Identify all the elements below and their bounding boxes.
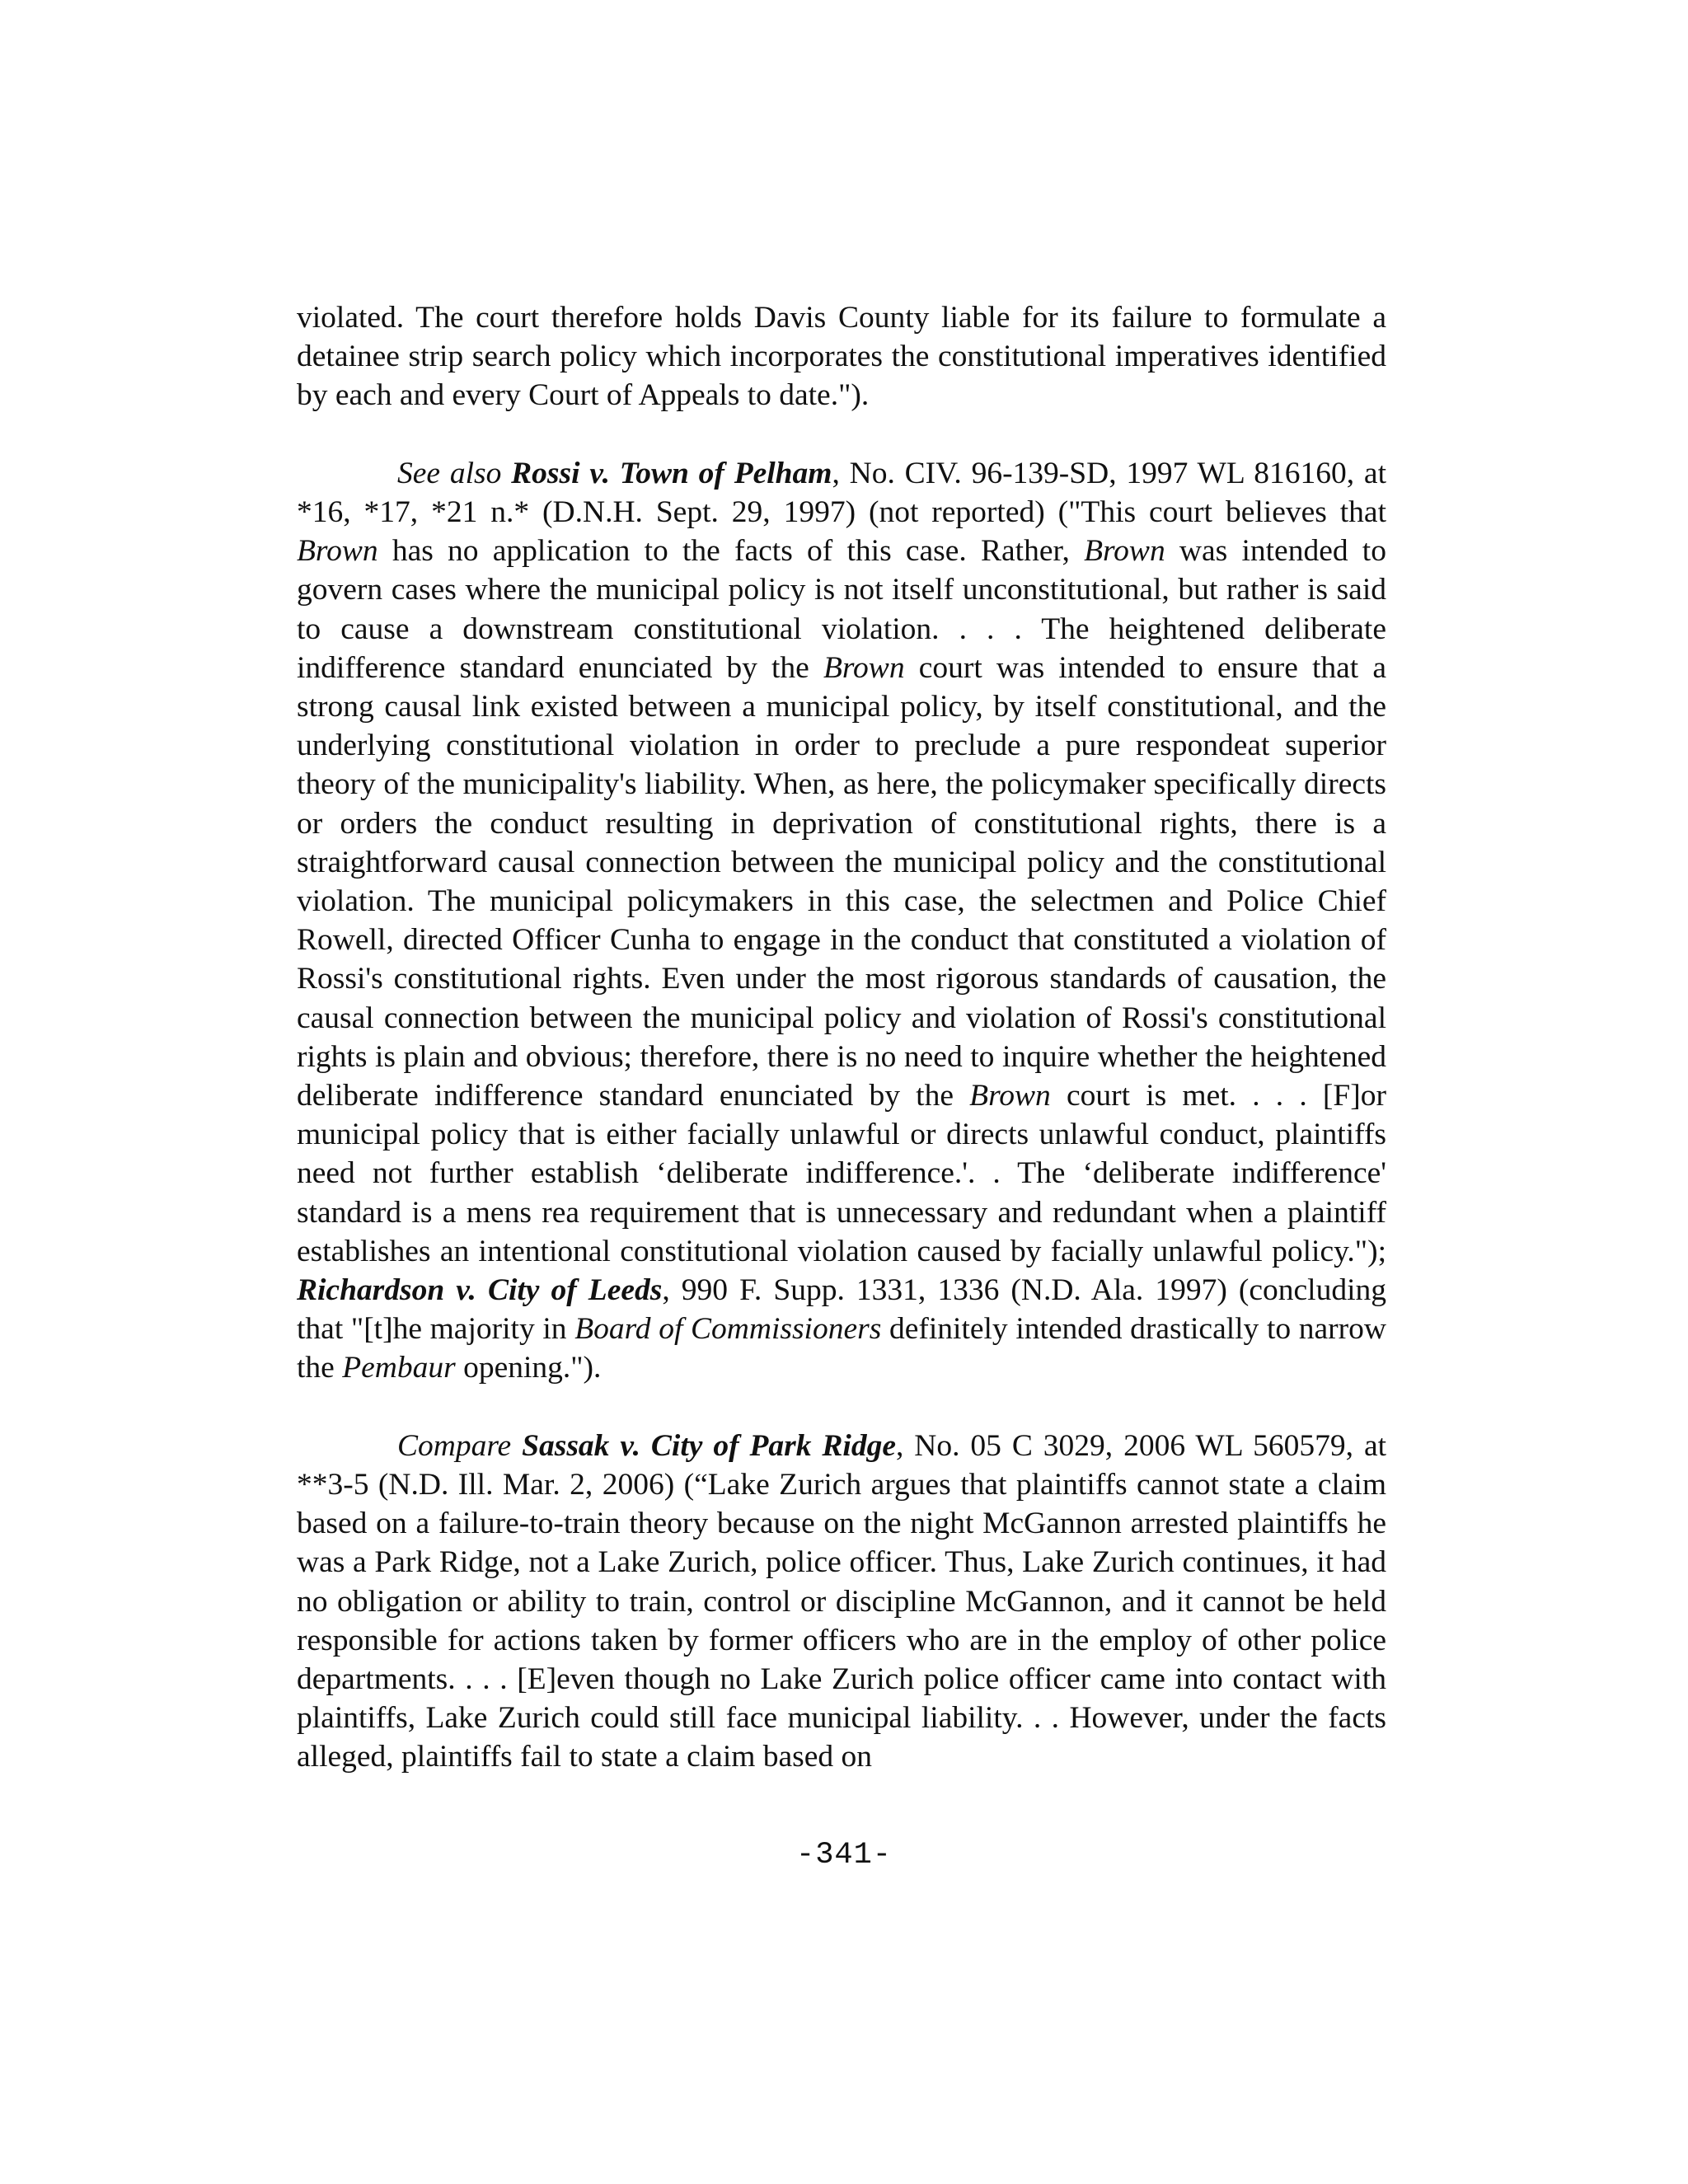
- citation-text: , No. 05 C 3029, 2006 WL 560579, at **3-5 (N.D. Ill. Mar. 2, 2006) (“Lake Zurich argues that plaintiffs cannot state a claim based on a failure-to-train theory because on the night McGannon arrested plaintiffs he was a Park Ridge, not a Lake Zurich, police officer. Thus, Lake Zurich continues, it had no obligation or ability to train, control or discipline McGannon, and it cannot be held responsible for actions taken by former officers who are in the employ of other police departments. . . . [E]even though no Lake Zurich police officer came into contact with plaintiffs, Lake Zurich could still face municipal liability. . . However, under the facts alleged, plaintiffs fail to state a claim based on: [297, 1428, 1387, 1774]
- citation-text: court was intended to ensure that a strong causal link existed between a municipal policy, by itself constitutional, and the underlying constitutional violation in order to preclude a pure respondeat superior theory of the municipality's liability. When, as here, the policymaker specifically directs or orders the conduct resulting in deprivation of constitutional rights, there is a straightforward causal connection between the municipal policy and the constitutional violation. The municipal policymakers in this case, the selectmen and Police Chief Rowell, directed Officer Cunha to engage in the conduct that constituted a violation of Rossi's constitutional rights. Even under the most rigorous standards of causation, the causal connection between the municipal policy and violation of Rossi's constitutional rights is plain and obvious; therefore, there is no need to inquire whether the heightened deliberate indifference standard enunciated by the: [297, 650, 1387, 1113]
- case-name-rossi: Rossi v. Town of Pelham: [511, 456, 832, 490]
- paragraph-compare: [297, 1427, 1386, 1777]
- case-ref-brown: Brown: [823, 650, 905, 685]
- signal-compare: Compare: [397, 1428, 512, 1463]
- case-ref-brown: Brown: [297, 534, 378, 569]
- case-name-sassak: Sassak v. City of Park Ridge: [522, 1428, 896, 1463]
- case-ref-brown: Brown: [1084, 534, 1165, 569]
- signal-see-also: See also: [397, 456, 502, 490]
- citation-text: , No. CIV. 96-139-SD, 1997 WL 816160, at *16, *17, *21 n.* (D.N.H. Sept. 29, 1997) (not reported) ("This court believes that: [297, 456, 1386, 529]
- case-ref-pembaur: Pembaur: [342, 1351, 456, 1385]
- paragraph-see-also: [297, 454, 1386, 1388]
- paragraph-continuation: [297, 298, 1386, 415]
- case-name-richardson: Richardson v. City of Leeds: [297, 1273, 663, 1308]
- page-number: -341-: [795, 1838, 893, 1872]
- citation-text: was intended to govern cases where the municipal policy is not itself unconstitutional, but rather is said to cause a downstream constitutional violation. . . . The heightened deliberate indifference standard enunciated by the: [297, 534, 1386, 685]
- body-text: [297, 298, 1386, 1777]
- case-ref-board: Board of Commissioners: [574, 1312, 882, 1347]
- citation-text: has no application to the facts of this case. Rather,: [377, 534, 1085, 569]
- citation-text: opening.").: [455, 1351, 602, 1385]
- case-ref-brown: Brown: [969, 1079, 1051, 1113]
- citation-text: court is met. . . . [F]or municipal policy that is either facially unlawful or directs unlawful conduct, plaintiffs need not further establish ‘deliberate indifference.'. . The ‘deliberate indifference' standard is a mens rea requirement that is unnecessary and redundant when a plaintiff establishes an intentional constitutional violation caused by facially unlawful policy.");: [297, 1079, 1386, 1268]
- citation-text: , 990 F. Supp. 1331, 1336 (N.D. Ala. 1997) (concluding that "[t]he majority in: [297, 1273, 1386, 1347]
- citation-text: definitely intended drastically to narrow the: [297, 1312, 1386, 1385]
- paragraph-text: violated. The court therefore holds Davis County liable for its failure to formulate a detainee strip search policy which incorporates the constitutional imperatives identified by each and every Court of Appeals to date.").: [297, 301, 1386, 413]
